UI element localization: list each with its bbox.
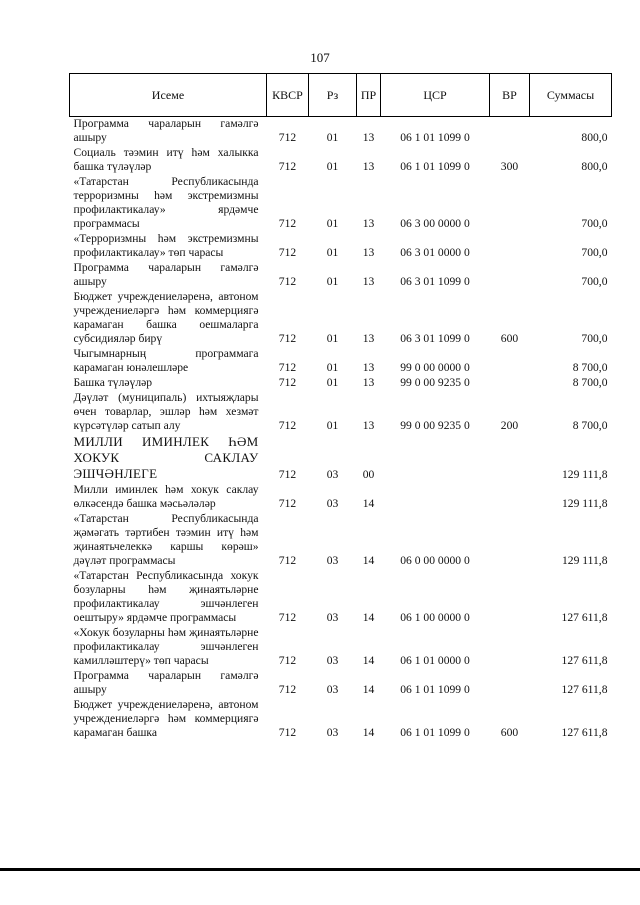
cell-amount: 8 700,0: [572, 376, 608, 389]
table-row: [70, 391, 612, 434]
cell-kvsr: 712: [278, 217, 297, 230]
cell-vr: [490, 261, 530, 290]
header-amount: Суммасы: [530, 74, 612, 117]
cell-rz: 01: [326, 246, 339, 259]
cell-pr: 00: [362, 468, 375, 481]
header-kvsr: КВСР: [267, 74, 309, 117]
cell-kvsr: 712: [278, 497, 297, 510]
cell-vr: 600: [500, 332, 519, 345]
table-row: [70, 626, 612, 669]
cell-name: «Татарстан Республикасында терроризмны һәм экстремизмны профилактикалау» ярдәмче программасы: [73, 175, 259, 230]
cell-amount: 127 611,8: [561, 726, 608, 739]
cell-kvsr: 712: [278, 419, 297, 432]
cell-amount: 129 111,8: [561, 554, 608, 567]
cell-pr: 14: [362, 497, 375, 510]
table-row: [70, 698, 612, 741]
cell-amount: 129 111,8: [561, 497, 608, 510]
cell-name: «Терроризмны һәм экстремизмны профилактикалау» төп чарасы: [73, 232, 259, 259]
budget-table: [69, 73, 612, 741]
cell-kvsr: 712: [278, 160, 297, 173]
cell-csr: 99 0 00 0000 0: [400, 361, 470, 374]
cell-pr: 13: [362, 332, 375, 345]
cell-amount: 800,0: [581, 131, 608, 144]
cell-rz: 01: [326, 361, 339, 374]
cell-vr: [490, 569, 530, 626]
cell-amount: 127 611,8: [561, 683, 608, 696]
cell-pr: 13: [362, 217, 375, 230]
cell-csr: 06 3 01 0000 0: [400, 246, 470, 259]
cell-kvsr: 712: [278, 361, 297, 374]
cell-name: МИЛЛИ ИМИНЛЕК ҺӘМ ХОКУК САКЛАУ ЭШЧӘНЛЕГЕ: [73, 434, 259, 481]
table-row: [70, 175, 612, 232]
cell-name: Бюджет учреждениеләренә, автоном учреждениеләргә һәм коммерциягә карамаган башка оешмаларга субсидияләр бирү: [73, 290, 259, 345]
cell-kvsr: 712: [278, 554, 297, 567]
cell-vr: [490, 512, 530, 569]
cell-name: Дәүләт (муниципаль) ихтыяҗлары өчен товарлар, эшләр һәм хезмәт күрсәтүләр сатып алу: [73, 391, 259, 432]
cell-name: «Татарстан Республикасында җәмәгать тәртибен тәэмин итү һәм җинаятьчелеккә каршы көрәш» дәүләт программасы: [73, 512, 259, 567]
cell-kvsr: 712: [278, 246, 297, 259]
cell-rz: 01: [326, 160, 339, 173]
cell-amount: 8 700,0: [572, 419, 608, 432]
cell-pr: 13: [362, 131, 375, 144]
table-row: [70, 512, 612, 569]
cell-rz: 01: [326, 419, 339, 432]
cell-vr: [490, 175, 530, 232]
cell-pr: 14: [362, 654, 375, 667]
cell-name: Социаль тәэмин итү һәм халыкка башка түләүләр: [73, 146, 259, 173]
cell-kvsr: 712: [278, 275, 297, 288]
cell-kvsr: 712: [278, 332, 297, 345]
table-row: [70, 290, 612, 347]
header-rz: Рз: [309, 74, 357, 117]
cell-vr: [490, 626, 530, 669]
cell-csr: [381, 483, 490, 512]
cell-rz: 01: [326, 217, 339, 230]
cell-rz: 01: [326, 275, 339, 288]
cell-csr: 06 1 01 0000 0: [400, 654, 470, 667]
cell-kvsr: 712: [278, 376, 297, 389]
cell-rz: 03: [326, 497, 339, 510]
cell-kvsr: 712: [278, 611, 297, 624]
cell-kvsr: 712: [278, 131, 297, 144]
header-csr: ЦСР: [381, 74, 490, 117]
cell-name: «Хокук бозуларны һәм җинаятьләрне профилактикалау эшчәнлеген камилләштерү» төп чарасы: [73, 626, 259, 667]
cell-vr: [490, 232, 530, 261]
cell-name: Чыгымнарның программага карамаган юнәлешләре: [73, 347, 259, 374]
cell-amount: 700,0: [581, 332, 608, 345]
cell-kvsr: 712: [278, 683, 297, 696]
table-row: [70, 569, 612, 626]
table-row: [70, 347, 612, 376]
cell-vr: 300: [500, 160, 519, 173]
cell-name: Программа чараларын гамәлгә ашыру: [73, 669, 259, 696]
cell-csr: 99 0 00 9235 0: [400, 376, 470, 389]
cell-pr: 14: [362, 726, 375, 739]
cell-csr: 99 0 00 9235 0: [400, 419, 470, 432]
cell-amount: 700,0: [581, 275, 608, 288]
cell-csr: 06 1 01 1099 0: [400, 726, 470, 739]
cell-vr: [490, 483, 530, 512]
cell-amount: 127 611,8: [561, 654, 608, 667]
cell-csr: 06 1 01 1099 0: [400, 160, 470, 173]
cell-vr: 600: [500, 726, 519, 739]
cell-name: Бюджет учреждениеләренә, автоном учреждениеләргә һәм коммерциягә карамаган башка: [73, 698, 259, 739]
cell-csr: 06 3 01 1099 0: [400, 275, 470, 288]
cell-pr: 13: [362, 275, 375, 288]
table-row: [70, 261, 612, 290]
cell-kvsr: 712: [278, 726, 297, 739]
cell-rz: 03: [326, 726, 339, 739]
page-number: 107: [310, 50, 330, 65]
cell-rz: 03: [326, 683, 339, 696]
cell-kvsr: 712: [278, 468, 297, 481]
cell-rz: 03: [326, 654, 339, 667]
cell-pr: 13: [362, 246, 375, 259]
cell-vr: [490, 669, 530, 698]
cell-pr: 14: [362, 554, 375, 567]
table-row: [70, 117, 612, 147]
cell-amount: 127 611,8: [561, 611, 608, 624]
cell-name: Милли иминлек һәм хокук саклау өлкәсендә башка мәсьәләләр: [73, 483, 259, 510]
table-row: [70, 483, 612, 512]
table-header-row: [70, 74, 612, 117]
cell-pr: 14: [362, 611, 375, 624]
cell-csr: [381, 434, 490, 483]
cell-pr: 13: [362, 361, 375, 374]
cell-rz: 01: [326, 131, 339, 144]
header-name: Исеме: [70, 74, 267, 117]
cell-vr: [490, 117, 530, 147]
cell-rz: 01: [326, 332, 339, 345]
cell-vr: [490, 347, 530, 376]
cell-name: Программа чараларын гамәлгә ашыру: [73, 261, 259, 288]
cell-rz: 03: [326, 554, 339, 567]
table-row: [70, 146, 612, 175]
cell-csr: 06 1 01 1099 0: [400, 683, 470, 696]
cell-amount: 700,0: [581, 217, 608, 230]
cell-vr: [490, 434, 530, 483]
cell-csr: 06 3 00 0000 0: [400, 217, 470, 230]
cell-pr: 14: [362, 683, 375, 696]
cell-csr: 06 0 00 0000 0: [400, 554, 470, 567]
table-row: [70, 434, 612, 483]
header-vr: ВР: [490, 74, 530, 117]
cell-vr: 200: [500, 419, 519, 432]
cell-amount: 8 700,0: [572, 361, 608, 374]
cell-pr: 13: [362, 376, 375, 389]
cell-csr: 06 1 00 0000 0: [400, 611, 470, 624]
table-row: [70, 669, 612, 698]
table-row: [70, 232, 612, 261]
table-row: [70, 376, 612, 391]
page-bottom-rule: [0, 868, 640, 871]
cell-name: «Татарстан Республикасында хокук бозуларны һәм җинаятьләрне профилактикалау эшчәнлеген оештыру» ярдәмче программасы: [73, 569, 259, 624]
cell-amount: 700,0: [581, 246, 608, 259]
cell-vr: [490, 376, 530, 391]
cell-csr: 06 1 01 1099 0: [400, 131, 470, 144]
cell-amount: 129 111,8: [561, 468, 608, 481]
cell-name: Программа чараларын гамәлгә ашыру: [73, 117, 259, 144]
cell-amount: 800,0: [581, 160, 608, 173]
cell-pr: 13: [362, 419, 375, 432]
header-pr: ПР: [357, 74, 381, 117]
cell-rz: 01: [326, 376, 339, 389]
cell-rz: 03: [326, 611, 339, 624]
cell-csr: 06 3 01 1099 0: [400, 332, 470, 345]
cell-kvsr: 712: [278, 654, 297, 667]
cell-name: Башка түләүләр: [73, 376, 153, 389]
cell-pr: 13: [362, 160, 375, 173]
cell-rz: 03: [326, 468, 339, 481]
